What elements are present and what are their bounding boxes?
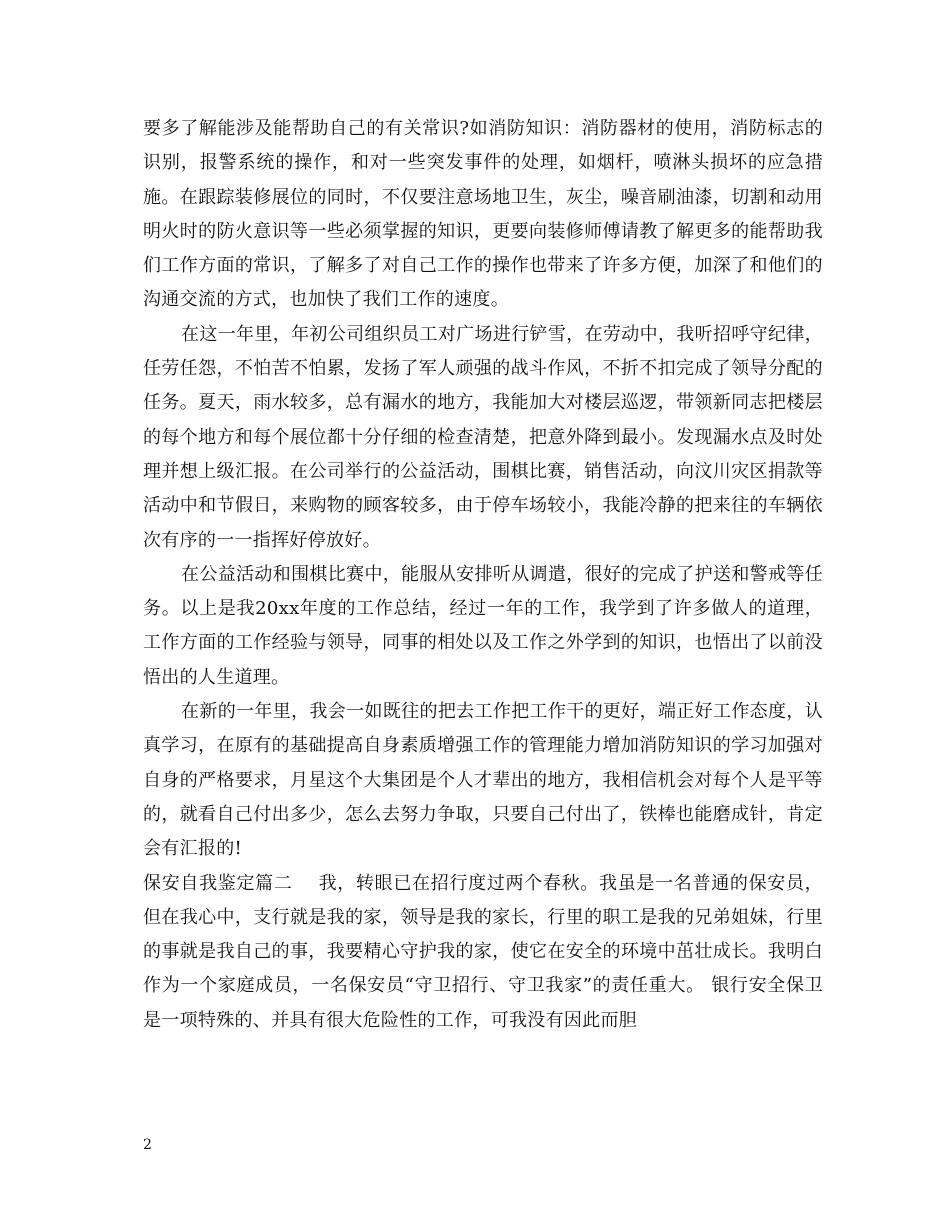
paragraph-5-text: 我，转眼已在招行度过两个春秋。我虽是一名普通的保安员，但在我心中，支行就是我的家，领导是我的家长，行里的职工是我的兄弟姐妹，行里的事就是我自己的事，我要精心守护我的家，使它在安全的环境中茁壮成长。我明白作为一个家庭成员，一名保安员“守卫招行、守卫我家”的责任重大。 银行安全保卫是一项特殊的、并具有很大危险性的工作，可我没有因此而胆 xyxy=(143,872,823,1031)
paragraph-5 xyxy=(143,867,823,1038)
page-number: 2 xyxy=(143,1137,152,1153)
document-body xyxy=(143,112,823,1038)
section-heading: 保安自我鉴定篇二 xyxy=(143,872,293,894)
paragraph-2: 在这一年里，年初公司组织员工对广场进行铲雪，在劳动中，我听招呼守纪律，任劳任怨，不怕苦不怕累，发扬了军人顽强的战斗作风，不折不扣完成了领导分配的任务。夏天，雨水较多，总有漏水的地方，我能加大对楼层巡逻，带领新同志把楼层的每个地方和每个展位都十分仔细的检查清楚，把意外降到最小。发现漏水点及时处理并想上级汇报。在公司举行的公益活动，围棋比赛，销售活动，向汶川灾区捐款等活动中和节假日，来购物的顾客较多，由于停车场较小，我能冷静的把来往的车辆依次有序的一一指挥好停放好。 xyxy=(143,323,823,551)
paragraph-3: 在公益活动和围棋比赛中，能服从安排听从调遣，很好的完成了护送和警戒等任务。以上是我20xx年度的工作总结，经过一年的工作，我学到了许多做人的道理，工作方面的工作经验与领导，同事的相处以及工作之外学到的知识，也悟出了以前没悟出的人生道理。 xyxy=(143,563,823,688)
paragraph-4: 在新的一年里，我会一如既往的把去工作把工作干的更好，端正好工作态度，认真学习，在原有的基础提高自身素质增强工作的管理能力增加消防知识的学习加强对自身的严格要求，月星这个大集团是个人才辈出的地方，我相信机会对每个人是平等的，就看自己付出多少，怎么去努力争取，只要自己付出了，铁棒也能磨成针，肯定会有汇报的! xyxy=(143,701,823,860)
paragraph-1: 要多了解能涉及能帮助自己的有关常识?如消防知识：消防器材的使用，消防标志的识别，报警系统的操作，和对一些突发事件的处理，如烟杆，喷淋头损坏的应急措施。在跟踪装修展位的同时，不仅要注意场地卫生，灰尘，噪音刷油漆，切割和动用明火时的防火意识等一些必须掌握的知识，更要向装修师傅请教了解更多的能帮助我们工作方面的常识，了解多了对自己工作的操作也带来了许多方便，加深了和他们的沟通交流的方式，也加快了我们工作的速度。 xyxy=(143,118,823,311)
